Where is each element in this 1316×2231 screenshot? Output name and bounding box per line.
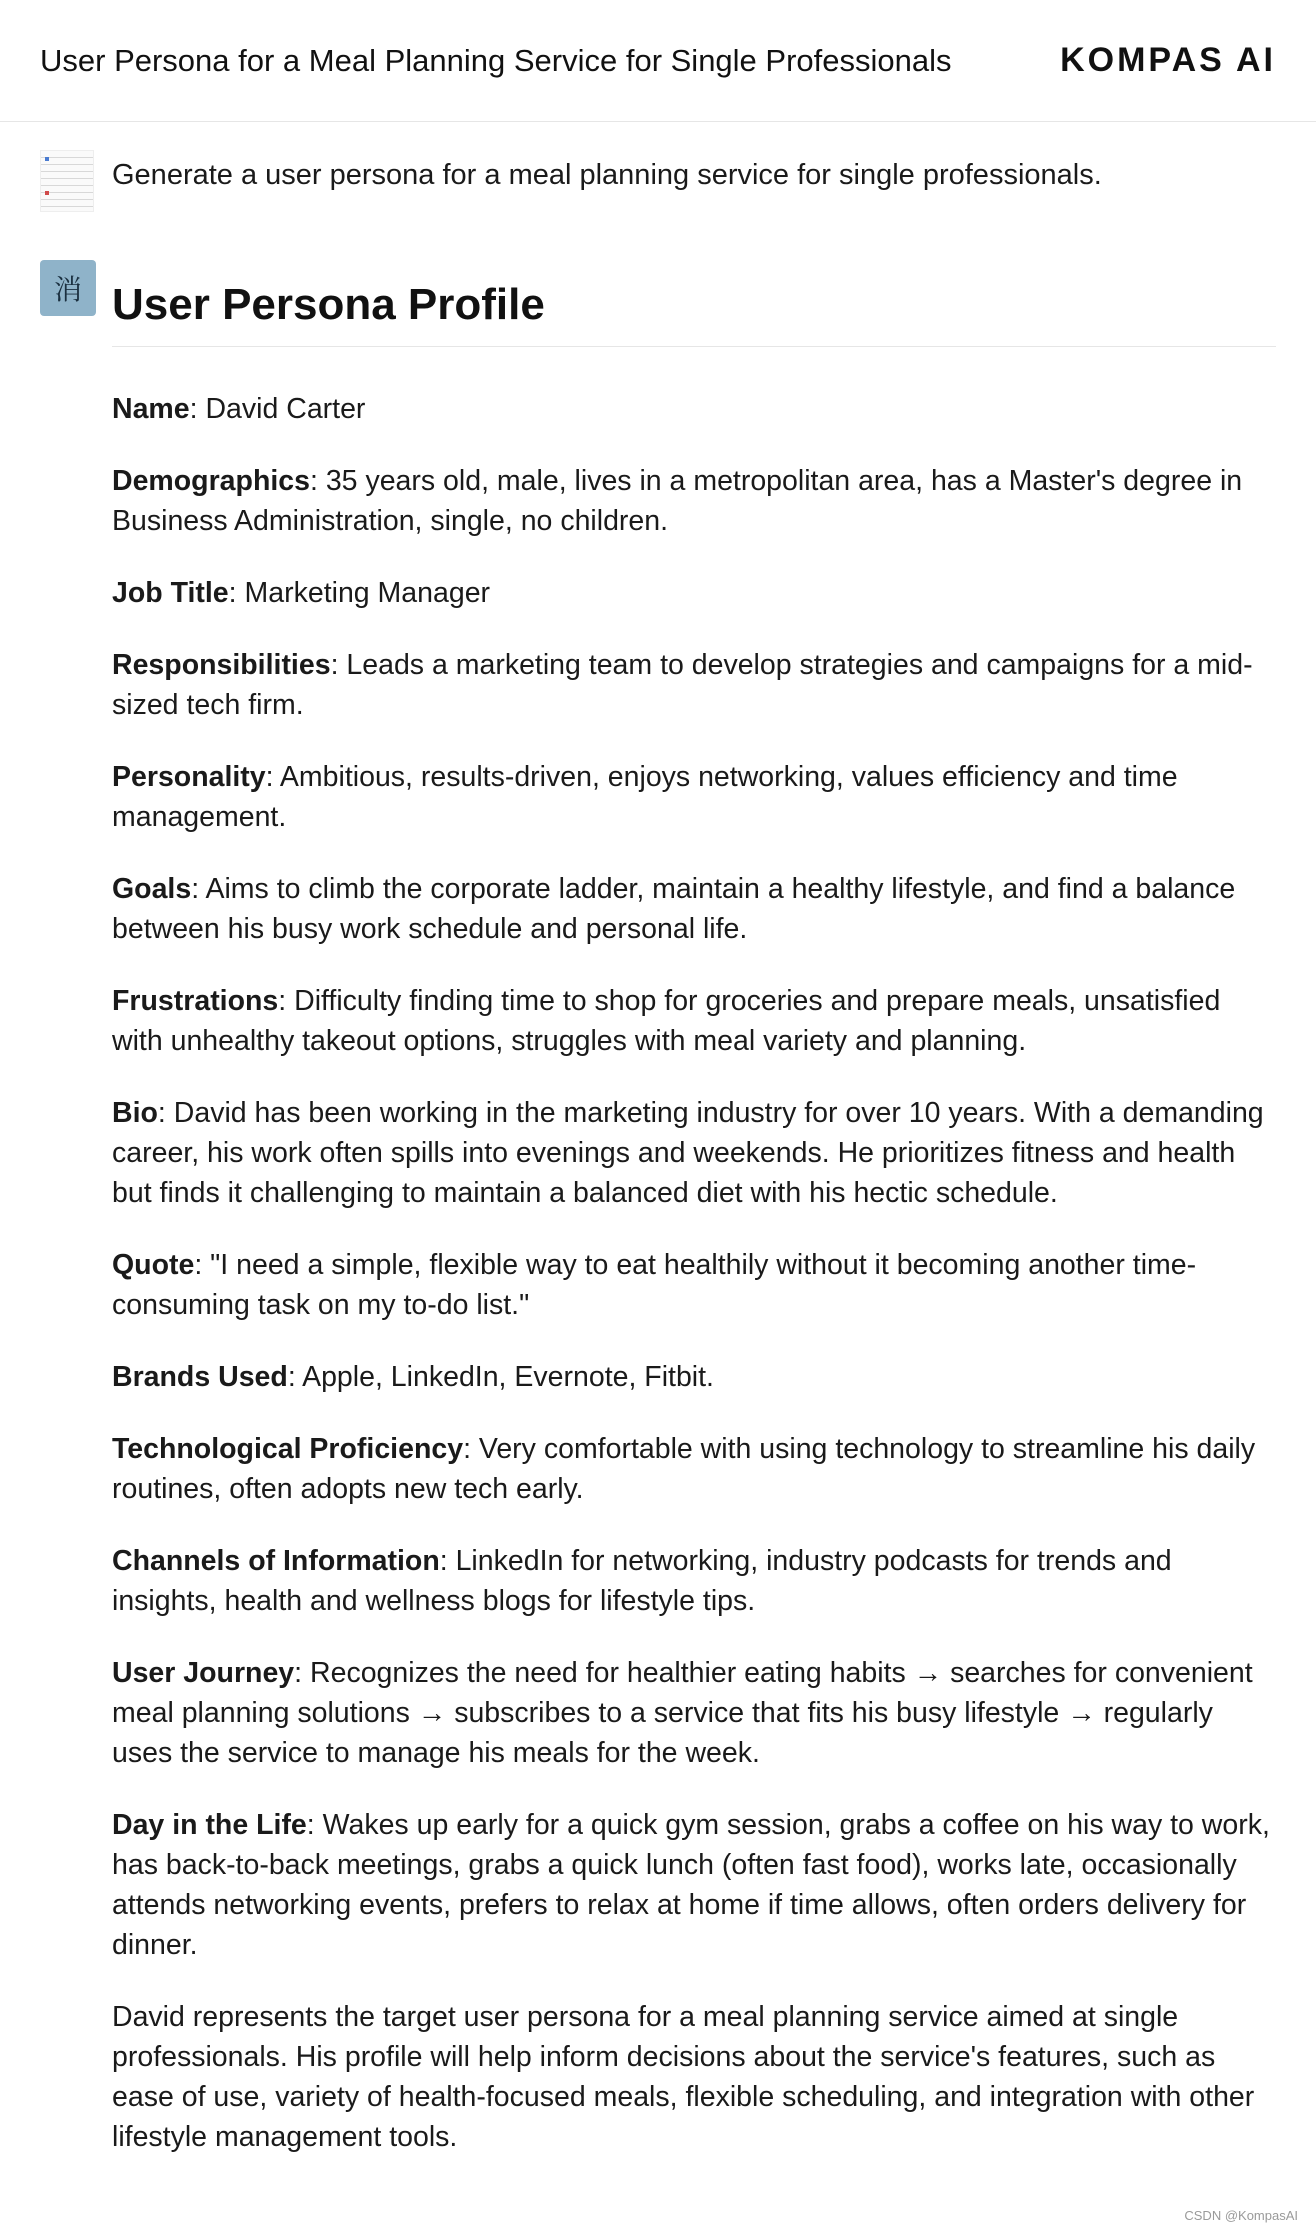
field-bio [112, 1093, 1276, 1213]
field-user-journey [112, 1653, 1276, 1773]
field-label: Quote [112, 1249, 195, 1281]
field-value: : David Carter [189, 393, 366, 425]
kompas-logo[interactable]: KOMPAS AI [1060, 41, 1276, 79]
field-name [112, 389, 1276, 429]
field-value: : Recognizes the need for healthier eating habits → searches for convenient meal planning solutions → subscribes to a service that fits his busy lifestyle → regularly uses the service to manage his meals for the week. [112, 1657, 1253, 1769]
assistant-answer [40, 260, 1276, 2157]
field-value: : Aims to climb the corporate ladder, maintain a healthy lifestyle, and find a balance between his busy work schedule and personal life. [112, 873, 1236, 945]
field-label: Brands Used [112, 1361, 288, 1393]
field-label: Name [112, 393, 190, 425]
watermark: CSDN @KompasAI [1184, 2208, 1298, 2223]
user-prompt [40, 150, 1276, 212]
field-personality [112, 757, 1276, 837]
field-value: : "I need a simple, flexible way to eat healthily without it becoming another time-consuming task on my to-do list." [112, 1249, 1197, 1321]
field-goals [112, 869, 1276, 949]
prompt-thumbnail-icon [40, 150, 94, 212]
app-header [0, 0, 1316, 122]
field-label: Technological Proficiency [112, 1433, 464, 1465]
summary-paragraph: David represents the target user persona for a meal planning service aimed at single professionals. His profile will help inform decisions about the service's features, such as ease of use, variety of health-focused meals, flexible scheduling, and integration with other lifestyle management tools. [112, 2001, 1255, 2153]
field-value: : David has been working in the marketing industry for over 10 years. With a demanding career, his work often spills into evenings and weekends. He prioritizes fitness and health but finds it challenging to maintain a balanced diet with his hectic schedule. [112, 1097, 1264, 1209]
field-value: : Marketing Manager [228, 577, 491, 609]
field-tech-proficiency [112, 1429, 1276, 1509]
field-value: : Very comfortable with using technology to streamline his daily routines, often adopts new tech early. [112, 1433, 1256, 1505]
field-label: Channels of Information [112, 1545, 440, 1577]
answer-content [112, 280, 1276, 2157]
assistant-avatar: 消 [40, 260, 96, 316]
field-label: Goals [112, 873, 192, 905]
field-quote [112, 1245, 1276, 1325]
field-channels [112, 1541, 1276, 1621]
field-value: : Difficulty finding time to shop for groceries and prepare meals, unsatisfied with unhealthy takeout options, struggles with meal variety and planning. [112, 985, 1221, 1057]
field-label: User Journey [112, 1657, 295, 1689]
field-value: : Apple, LinkedIn, Evernote, Fitbit. [287, 1361, 714, 1393]
field-frustrations [112, 981, 1276, 1061]
field-value: : Leads a marketing team to develop strategies and campaigns for a mid-sized tech firm. [112, 649, 1253, 721]
field-value: : Wakes up early for a quick gym session, grabs a coffee on his way to work, has back-to-back meetings, grabs a quick lunch (often fast food), works late, occasionally attends networking events, prefers to relax at home if time allows, often orders delivery for dinner. [112, 1809, 1270, 1961]
field-value: : 35 years old, male, lives in a metropolitan area, has a Master's degree in Business Administration, single, no children. [112, 465, 1243, 537]
field-job-title [112, 573, 1276, 613]
field-brands-used [112, 1357, 1276, 1397]
page-title: User Persona for a Meal Planning Service for Single Professionals [40, 42, 952, 78]
field-label: Responsibilities [112, 649, 331, 681]
field-responsibilities [112, 645, 1276, 725]
prompt-text: Generate a user persona for a meal planning service for single professionals. [112, 159, 1102, 191]
field-day-in-life [112, 1805, 1276, 1965]
field-label: Demographics [112, 465, 310, 497]
field-demographics [112, 461, 1276, 541]
field-value: : Ambitious, results-driven, enjoys networking, values efficiency and time management. [112, 761, 1178, 833]
field-label: Day in the Life [112, 1809, 307, 1841]
field-label: Bio [112, 1097, 158, 1129]
field-label: Job Title [112, 577, 229, 609]
field-label: Personality [112, 761, 266, 793]
field-label: Frustrations [112, 985, 279, 1017]
field-value: : LinkedIn for networking, industry podcasts for trends and insights, health and wellness blogs for lifestyle tips. [112, 1545, 1172, 1617]
answer-heading: User Persona Profile [112, 280, 1276, 347]
